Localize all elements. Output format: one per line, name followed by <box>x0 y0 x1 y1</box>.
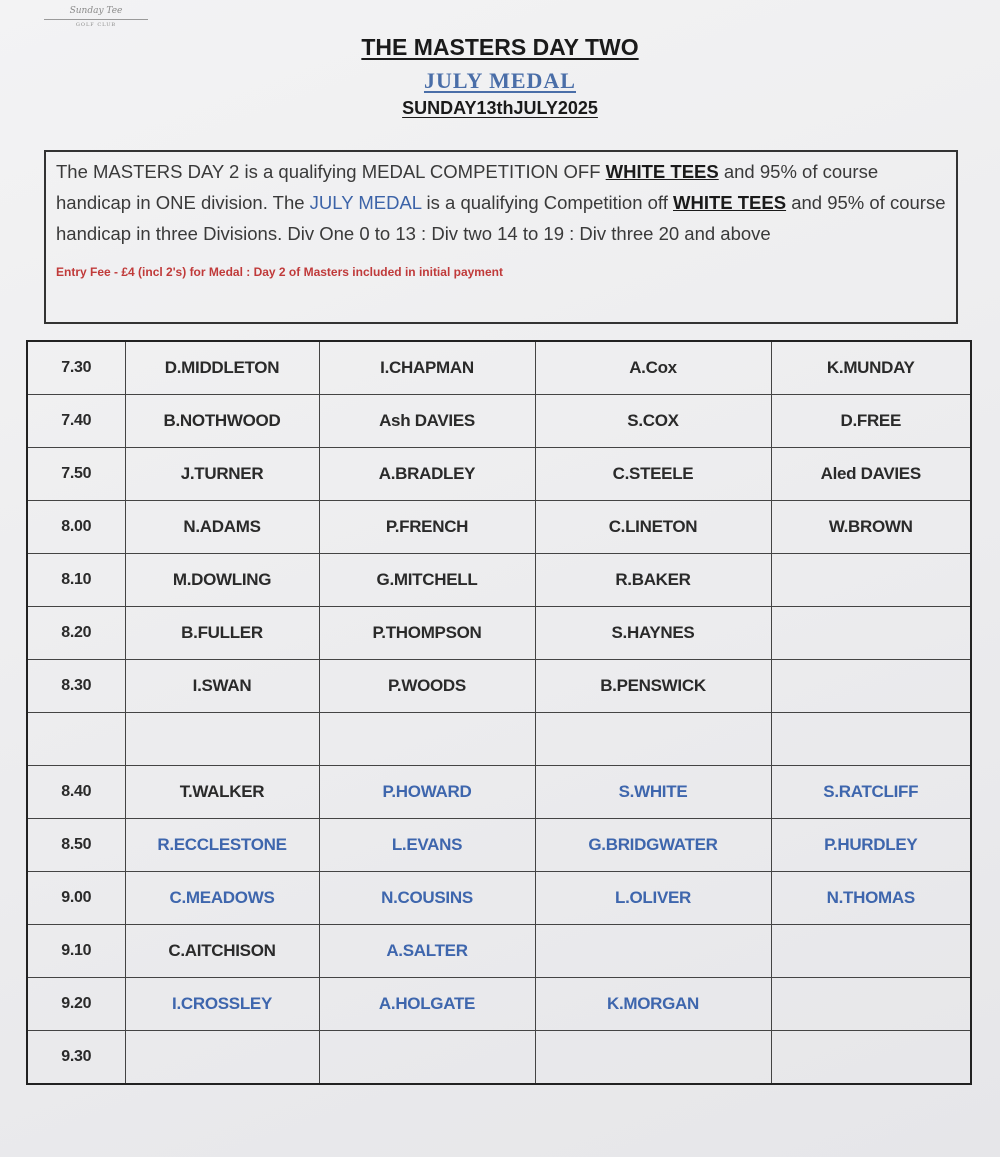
tee-time-row <box>27 660 971 713</box>
player-cell: B.FULLER <box>125 607 319 660</box>
tee-time-row <box>27 925 971 978</box>
player-cell <box>771 713 971 766</box>
tee-time-cell: 8.30 <box>27 660 125 713</box>
player-cell: A.BRADLEY <box>319 448 535 501</box>
player-cell: N.THOMAS <box>771 872 971 925</box>
player-cell: N.COUSINS <box>319 872 535 925</box>
tee-time-cell: 7.30 <box>27 341 125 395</box>
player-cell: P.FRENCH <box>319 501 535 554</box>
tee-time-cell: 9.00 <box>27 872 125 925</box>
info-paragraph: The MASTERS DAY 2 is a qualifying MEDAL COMPETITION OFF WHITE TEES and 95% of course handicap in ONE division. The JULY MEDAL is a qualifying Competition off WHITE TEES and 95% of course handicap in three Divisions. Div One 0 to 13 : Div two 14 to 19 : Div three 20 and above <box>56 161 946 244</box>
tee-time-cell: 8.40 <box>27 766 125 819</box>
player-cell: Aled DAVIES <box>771 448 971 501</box>
player-cell: P.THOMPSON <box>319 607 535 660</box>
player-cell: K.MUNDAY <box>771 341 971 395</box>
player-cell: A.SALTER <box>319 925 535 978</box>
tee-time-row <box>27 607 971 660</box>
player-cell: S.WHITE <box>535 766 771 819</box>
white-tees-label: WHITE TEES <box>673 192 787 213</box>
player-cell <box>771 1031 971 1085</box>
july-medal-label: JULY MEDAL <box>309 192 422 213</box>
tee-time-cell: 8.10 <box>27 554 125 607</box>
player-cell: Ash DAVIES <box>319 395 535 448</box>
tee-time-cell: 9.20 <box>27 978 125 1031</box>
player-cell: G.MITCHELL <box>319 554 535 607</box>
logo-script-text: Sunday Tee <box>69 6 123 16</box>
player-cell <box>319 1031 535 1085</box>
player-cell: I.SWAN <box>125 660 319 713</box>
player-cell: I.CROSSLEY <box>125 978 319 1031</box>
player-cell: S.HAYNES <box>535 607 771 660</box>
tee-time-cell: 8.00 <box>27 501 125 554</box>
player-cell <box>535 925 771 978</box>
tee-time-row <box>27 501 971 554</box>
player-cell: C.AITCHISON <box>125 925 319 978</box>
player-cell: A.Cox <box>535 341 771 395</box>
player-cell: I.CHAPMAN <box>319 341 535 395</box>
player-cell <box>771 554 971 607</box>
tee-time-cell: 7.50 <box>27 448 125 501</box>
player-cell: J.TURNER <box>125 448 319 501</box>
player-cell: C.LINETON <box>535 501 771 554</box>
player-cell: D.FREE <box>771 395 971 448</box>
player-cell: L.EVANS <box>319 819 535 872</box>
tee-time-cell: 9.30 <box>27 1031 125 1085</box>
player-cell: A.HOLGATE <box>319 978 535 1031</box>
tee-time-row <box>27 766 971 819</box>
player-cell: P.HOWARD <box>319 766 535 819</box>
player-cell: G.BRIDGWATER <box>535 819 771 872</box>
player-cell <box>535 1031 771 1085</box>
player-cell: M.DOWLING <box>125 554 319 607</box>
player-cell: B.PENSWICK <box>535 660 771 713</box>
tee-time-row <box>27 1031 971 1085</box>
player-cell: R.BAKER <box>535 554 771 607</box>
player-cell: C.STEELE <box>535 448 771 501</box>
page-subtitle: JULY MEDAL <box>423 68 576 93</box>
player-cell: S.RATCLIFF <box>771 766 971 819</box>
player-cell <box>535 713 771 766</box>
tee-time-row <box>27 819 971 872</box>
player-cell <box>125 713 319 766</box>
tee-time-row <box>27 341 971 395</box>
player-cell: T.WALKER <box>125 766 319 819</box>
tee-time-cell: 7.40 <box>27 395 125 448</box>
tee-time-row <box>27 395 971 448</box>
player-cell: K.MORGAN <box>535 978 771 1031</box>
tee-time-cell: 8.50 <box>27 819 125 872</box>
player-cell: P.HURDLEY <box>771 819 971 872</box>
logo-sub-text: GOLF CLUB <box>75 22 117 28</box>
tee-time-row <box>27 978 971 1031</box>
player-cell <box>771 925 971 978</box>
player-cell: W.BROWN <box>771 501 971 554</box>
player-cell: S.COX <box>535 395 771 448</box>
player-cell: B.NOTHWOOD <box>125 395 319 448</box>
player-cell: D.MIDDLETON <box>125 341 319 395</box>
tee-time-row <box>27 872 971 925</box>
player-cell <box>319 713 535 766</box>
player-cell: C.MEADOWS <box>125 872 319 925</box>
tee-time-cell: 9.10 <box>27 925 125 978</box>
player-cell <box>771 978 971 1031</box>
player-cell <box>125 1031 319 1085</box>
player-cell: P.WOODS <box>319 660 535 713</box>
tee-time-row <box>27 448 971 501</box>
tee-times-table <box>26 340 972 1085</box>
entry-fee-note: Entry Fee - £4 (incl 2's) for Medal : Day 2 of Masters included in initial payment <box>56 265 503 279</box>
white-tees-label: WHITE TEES <box>605 161 719 182</box>
tee-time-cell <box>27 713 125 766</box>
info-box <box>44 150 958 324</box>
player-cell <box>771 607 971 660</box>
tee-time-row <box>27 713 971 766</box>
page-title: THE MASTERS DAY TWO <box>361 34 639 60</box>
player-cell <box>771 660 971 713</box>
player-cell: L.OLIVER <box>535 872 771 925</box>
event-date: SUNDAY13thJULY2025 <box>402 98 598 118</box>
player-cell: R.ECCLESTONE <box>125 819 319 872</box>
tee-time-row <box>27 554 971 607</box>
club-logo <box>44 6 148 36</box>
player-cell: N.ADAMS <box>125 501 319 554</box>
tee-time-cell: 8.20 <box>27 607 125 660</box>
logo-divider <box>44 19 148 20</box>
